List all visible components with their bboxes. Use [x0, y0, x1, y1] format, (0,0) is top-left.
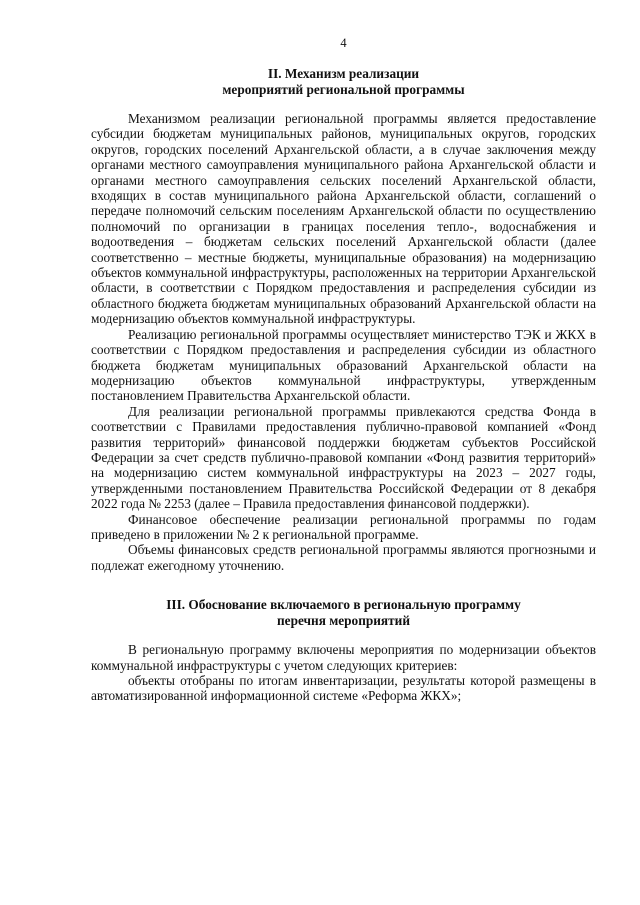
section-2-heading — [91, 66, 596, 97]
section-2-paragraph-2: Реализацию региональной программы осуществляет министерство ТЭК и ЖКХ в соответствии с Порядком предоставления и распределения субсидии из областного бюджета бюджетам муниципальных образований Архангельской области на модернизацию объектов коммунальной инфраструктуры, утвержденным постановлением Правительства Архангельской области. — [91, 326, 596, 404]
section-2-heading-line-1: II. Механизм реализации — [267, 66, 420, 81]
section-2-paragraph-3: Для реализации региональной программы привлекаются средства Фонда в соответствии с Правилами предоставления публично-правовой компанией «Фонд развития территорий» финансовой поддержки бюджетам субъектов Российской Федерации за счет средств публично-правовой компании «Фонд развития территорий» на модернизацию систем коммунальной инфраструктуры на 2023 – 2027 годы, утвержденными постановлением Правительства Российской Федерации от 8 декабря 2022 года № 2253 (далее – Правила предоставления финансовой поддержки). — [91, 403, 596, 512]
section-3-heading-line-2: перечня мероприятий — [277, 612, 410, 628]
section-2-paragraph-4: Финансовое обеспечение реализации региональной программы по годам приведено в приложении № 2 к региональной программе. — [91, 511, 596, 542]
section-3-heading-line-1: III. Обоснование включаемого в региональную программу — [166, 597, 521, 613]
section-3-paragraph-1: В региональную программу включены мероприятия по модернизации объектов коммунальной инфраструктуры с учетом следующих критериев: — [91, 642, 596, 673]
section-2-paragraph-5: Объемы финансовых средств региональной программы являются прогнозными и подлежат ежегодному уточнению. — [91, 542, 596, 573]
section-3-paragraph-2: объекты отобраны по итогам инвентаризации, результаты которой размещены в автоматизированной информационной системе «Реформа ЖКХ»; — [91, 673, 596, 704]
section-2-heading-line-2: мероприятий региональной программы — [222, 81, 465, 97]
section-2-paragraph-1: Механизмом реализации региональной программы является предоставление субсидии бюджетам муниципальных районов, муниципальных округов, городских округов, городских поселений Архангельской области, а в случае заключения между органами местного самоуправления муниципального района Архангельской области и органами местного самоуправления сельских поселений Архангельской области, входящих в состав муниципального района Архангельской области, соглашений о передаче полномочий сельским поселениям Архангельской области по осуществлению полномочий по организации в границах поселения тепло-, водоснабжения и водоотведения – бюджетам сельских поселений Архангельской области (далее соответственно – местные бюджеты, муниципальные образования) на модернизацию объектов коммунальной инфраструктуры, расположенных на территории Архангельской области, в соответствии с Порядком предоставления и распределения субсидии из областного бюджета бюджетам муниципальных образований Архангельской области на модернизацию объектов коммунальной инфраструктуры. — [91, 111, 596, 327]
page-number: 4 — [340, 36, 347, 50]
section-3-heading — [91, 597, 596, 628]
